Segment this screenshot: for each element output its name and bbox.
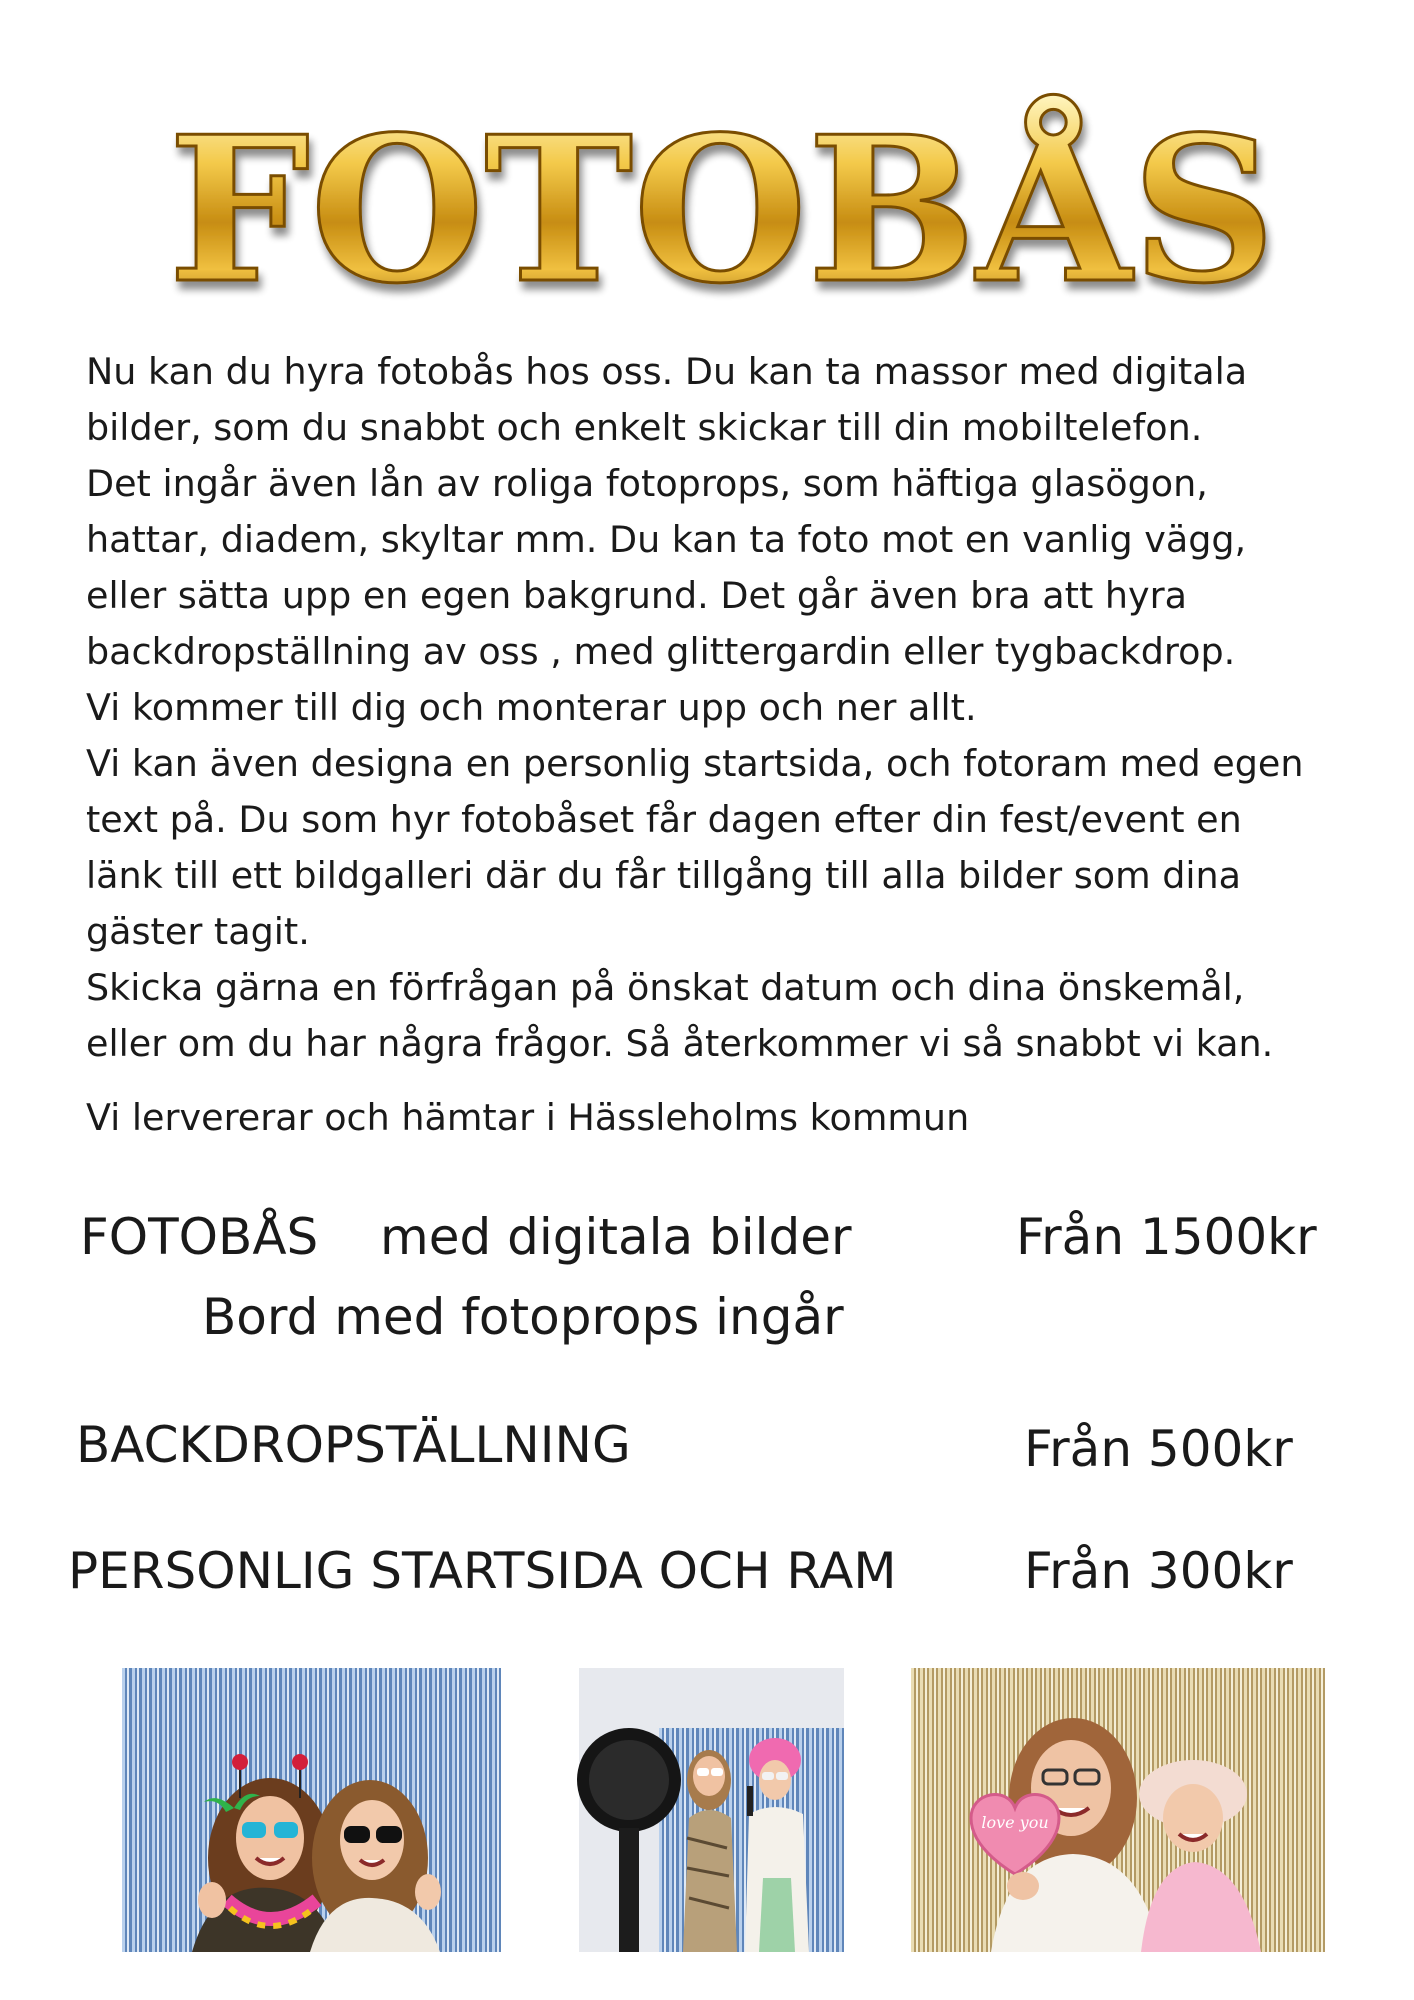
intro-text [86,344,1356,1146]
price-value-fotobas: Från 1500kr [1016,1208,1317,1266]
intro-line: bilder, som du snabbt och enkelt skickar till din mobiltelefon. [86,406,1203,449]
intro-line: text på. Du som hyr fotobåset får dagen efter din fest/event en [86,798,1242,841]
intro-line: gäster tagit. [86,910,310,953]
photo-booth-photo-1 [122,1668,501,1952]
title-text: FOTOBÅS [168,93,1276,328]
price-name-startsida: PERSONLIG STARTSIDA OCH RAM [68,1542,897,1600]
price-name-fotobas: FOTOBÅS [80,1208,319,1266]
intro-line: Skicka gärna en förfrågan på önskat datum och dina önskemål, [86,966,1245,1009]
price-sub-fotobas: Bord med fotoprops ingår [202,1288,844,1346]
photo-booth-photo-3 [911,1668,1325,1952]
intro-line: backdropställning av oss , med glittergardin eller tygbackdrop. [86,630,1236,673]
photo-booth-photo-2 [579,1668,844,1952]
price-name-backdrop: BACKDROPSTÄLLNING [76,1416,631,1474]
intro-line: eller sätta upp en egen bakgrund. Det går även bra att hyra [86,574,1187,617]
intro-line: Vi kan även designa en personlig startsida, och fotoram med egen [86,742,1304,785]
gold-title-graphic [168,68,1276,328]
delivery-note: Vi lervererar och hämtar i Hässleholms kommun [86,1096,970,1139]
intro-line: eller om du har några frågor. Så återkommer vi så snabbt vi kan. [86,1022,1274,1065]
intro-line: Nu kan du hyra fotobås hos oss. Du kan ta massor med digitala [86,350,1248,393]
page-title [168,68,1276,328]
price-value-backdrop: Från 500kr [1024,1420,1293,1478]
price-value-startsida: Från 300kr [1024,1542,1293,1600]
love-sign-text: love you [981,1813,1049,1832]
intro-line: hattar, diadem, skyltar mm. Du kan ta foto mot en vanlig vägg, [86,518,1247,561]
intro-line: Vi kommer till dig och monterar upp och ner allt. [86,686,977,729]
intro-line: länk till ett bildgalleri där du får tillgång till alla bilder som dina [86,854,1242,897]
price-desc-fotobas: med digitala bilder [380,1208,852,1266]
intro-line: Det ingår även lån av roliga fotoprops, som häftiga glasögon, [86,462,1208,505]
